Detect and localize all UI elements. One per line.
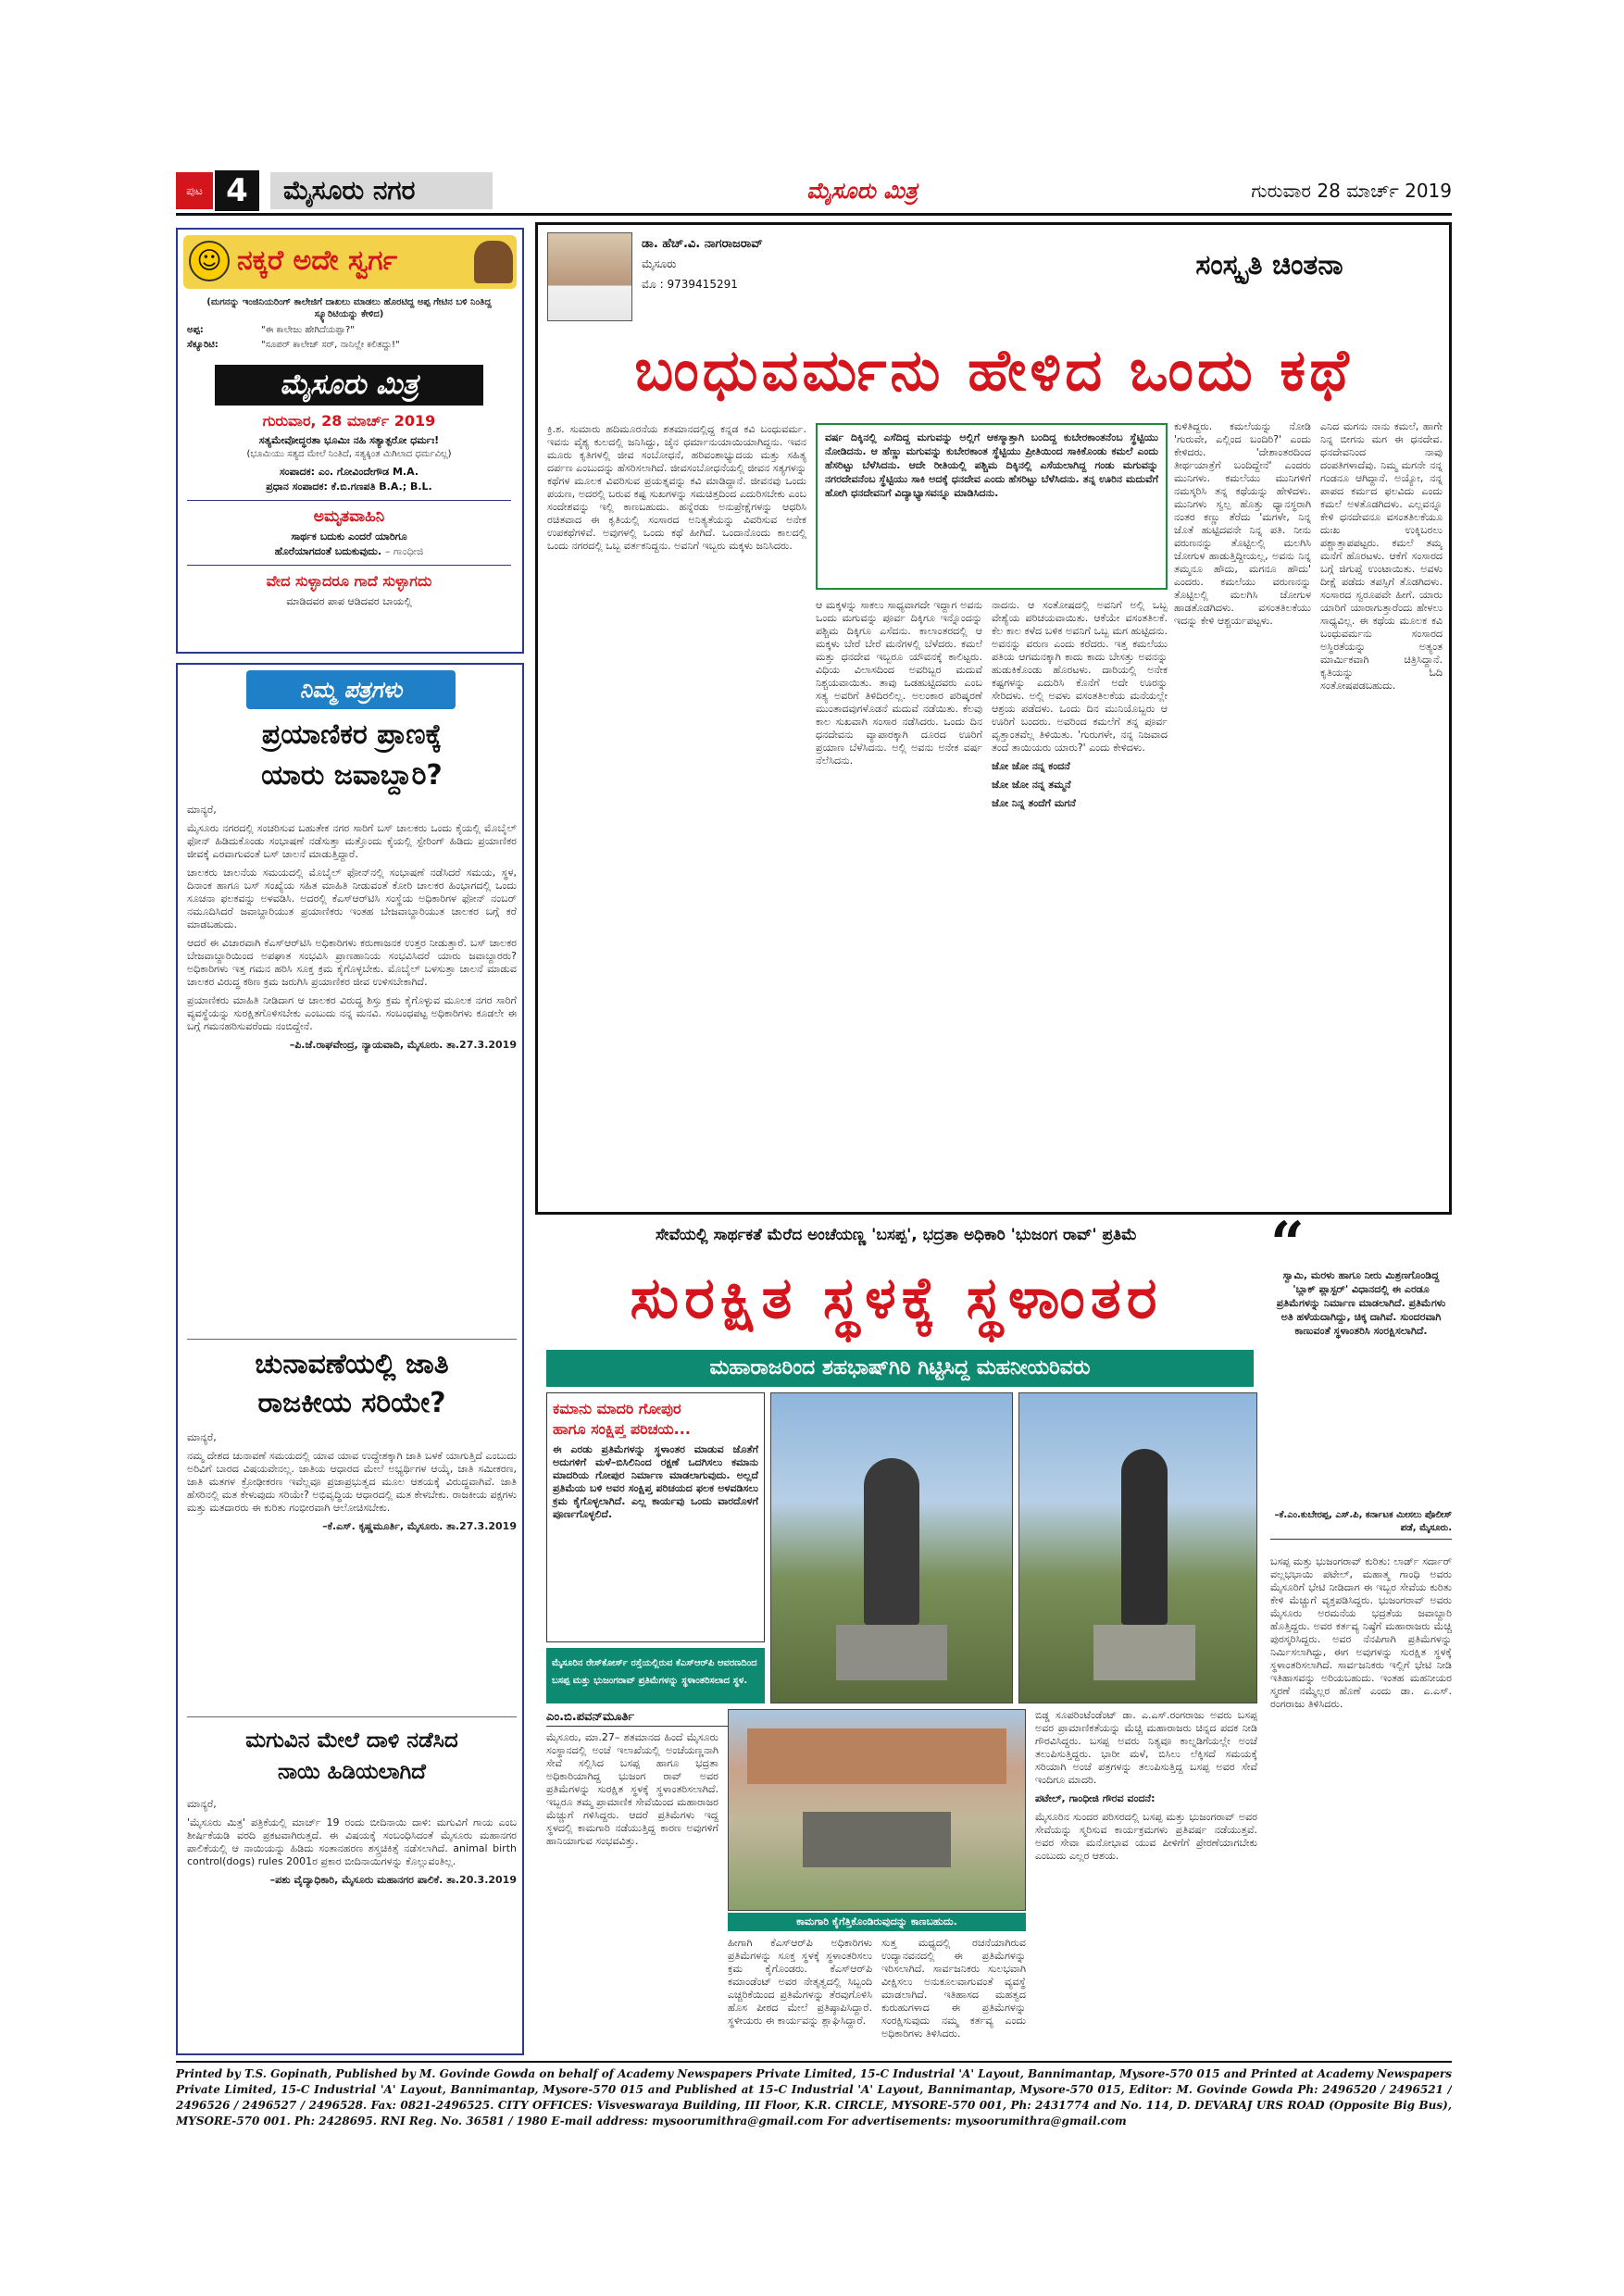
author-mobile: ಮೊ : 9739415291: [642, 278, 738, 291]
letter3-salute: ಮಾನ್ಯರೆ,: [187, 1798, 217, 1810]
verse-line1: ಜೋ ಜೋ ನನ್ನ ಕಂದನೆ: [992, 760, 1070, 772]
nakkare-question: [187, 324, 511, 337]
column-article: [535, 222, 1452, 1215]
letter1-title-a: ಪ್ರಯಾಣಿಕರ ಪ್ರಾಣಕ್ಕೆ: [261, 718, 443, 751]
letter2-para1: ನಮ್ಮ ದೇಶದ ಚುನಾವಣೆ ಸಮಯದಲ್ಲಿ ಯಾವ ಯಾವ ಉದ್ದೇಶಕ್ಕಾಗಿ ಜಾತಿ ಬಳಕೆ ಯಾಗುತ್ತಿದೆ ಎಂಬುದು ಅರಿವಿಗೆ ಬಾರದ ವಿಷಯವೇನಲ್ಲ. ಜಾತಿಯ ಆಧಾರದ ಮೇಲೆ ಅಭ್ಯರ್ಥಿಗಳ ಆಯ್ಕೆ, ಜಾತಿ ಸಮೀಕರಣ, ಜಾತಿ ಮತಗಳ ಕ್ರೋಢೀಕರಣ ಇವೆಲ್ಲವೂ ಪ್ರಜಾಪ್ರಭುತ್ವದ ಮೂಲ ಆಶಯಕ್ಕೆ ವಿರುದ್ಧವಾಗಿವೆ. ಜಾತಿ ಹೆಸರಿನಲ್ಲಿ ಮತ ಕೇಳುವುದು ಸರಿಯೇ? ಅಭಿವೃದ್ಧಿಯ ಆಧಾರದಲ್ಲಿ ಮತ ಕೇಳಬೇಕು. ರಾಜಕೀಯ ಪಕ್ಷಗಳು ಮತ್ತು ಮತದಾರರು ಈ ಕುರಿತು ಗಂಭೀರವಾಗಿ ಆಲೋಚಿಸಬೇಕು.: [187, 1450, 517, 1514]
verse-line3: ಜೋ ನಿನ್ನ ತಂದೆಗೆ ಮಗನೆ: [992, 797, 1076, 809]
divider: [187, 1716, 517, 1717]
mitra-logo-box: ಮೈಸೂರು ಮಿತ್ರ: [215, 365, 483, 406]
answer-speaker: ಸೆಕ್ಯೂರಿಟಿ:: [187, 340, 219, 350]
nakkare-banner: [183, 235, 517, 289]
news-subheading: ಪಟೇಲ್, ಗಾಂಧೀಜಿ ಗೌರವ ವಂದನೆ:: [1035, 1792, 1156, 1804]
paper-logo: ಮೈಸೂರು ಮಿತ್ರ: [806, 177, 918, 204]
statue-photo-basappa: [770, 1392, 1013, 1703]
author-name: ಡಾ. ಹೆಚ್.ವಿ. ನಾಗರಾಜರಾವ್: [642, 237, 763, 251]
letters-header-text: ನಿಮ್ಮ ಪತ್ರಗಳು: [299, 677, 403, 703]
nakkare-box: [176, 228, 524, 654]
letter1-signature: –ಪಿ.ಜೆ.ರಾಘವೇಂದ್ರ, ನ್ಯಾಯವಾದಿ, ಮೈಸೂರು. ತಾ.27.3.2019: [289, 1039, 517, 1051]
header-date: ಗುರುವಾರ 28 ಮಾರ್ಚ್ 2019: [1251, 180, 1452, 202]
letters-header: [246, 670, 456, 709]
answer-text: "ಸೂಪರ್ ಕಾಲೇಜ್ ಸರ್, ನಾನಿಲ್ಲೇ ಕಲಿತದ್ದು!": [261, 340, 400, 350]
letter3-title-a: ಮಗುವಿನ ಮೇಲೆ ದಾಳಿ ನಡೆಸಿದ: [245, 1728, 458, 1753]
column-para1: ಕ್ರಿ.ಶ. ಸುಮಾರು ಹದಿಮೂರನೆಯ ಶತಮಾನದಲ್ಲಿದ್ದ ಕನ್ನಡ ಕವಿ ಬಂಧುವರ್ಮ. ಇವನು ವೈಶ್ಯ ಕುಲದಲ್ಲಿ ಜನಿಸಿದ್ದು, ಜೈನ ಧರ್ಮಾನುಯಾಯಿಯಾಗಿದ್ದನು. ಇವನ ಮೂರು ಕೃತಿಗಳಲ್ಲಿ ಜೀವ ಸಂಬೋಧನೆ, ಹರಿವಂಶಾಭ್ಯುದಯ ಮತ್ತು ಸಹಿತ್ಯ ದರ್ಪಣ ಎಂಬುದನ್ನು ಹೆಸರಿಸಲಾಗಿದೆ. ಜೀವಸಂಬೋಧನೆಯಲ್ಲಿ ಜೀವನ ಸತ್ಯಗಳನ್ನು ಕಥೆಗಳ ಮೂಲಕ ವಿವರಿಸುವ ಪ್ರಯತ್ನವನ್ನು ಕವಿ ಮಾಡಿದ್ದಾನೆ. ಜೀವನವು ಒಂದು ಪಯಣ, ಅದರಲ್ಲಿ ಬರುವ ಕಷ್ಟ ಸುಖಗಳನ್ನು ಸಮಚಿತ್ತದಿಂದ ಎದುರಿಸಬೇಕು ಎಂಬ ಸಂದೇಶವನ್ನು ಇಲ್ಲಿ ಕಾಣಬಹುದು. ಹನ್ನೆರಡು ಅನುಪ್ರೇಕ್ಷೆಗಳನ್ನು ಆಧರಿಸಿ ರಚಿತವಾದ ಈ ಕೃತಿಯಲ್ಲಿ ಸಂಸಾರದ ಅನಿತ್ಯತೆಯನ್ನು ವಿವರಿಸುವ ಅನೇಕ ಉಪಕಥೆಗಳಿವೆ. ಅವುಗಳಲ್ಲಿ ಒಂದು ಕಥೆ ಹೀಗಿದೆ. ಒಂದಾನೊಂದು ಕಾಲದಲ್ಲಿ ಒಂದು ನಗರದಲ್ಲಿ ಒಬ್ಬ ವರ್ತಕನಿದ್ದನು. ಅವನಿಗೆ ಇಬ್ಬರು ಮಕ್ಕಳು ಜನಿಸಿದರು.: [547, 423, 806, 552]
statue-figure: [864, 1458, 919, 1625]
cartoon-icon: [474, 241, 513, 283]
amrutha-line2: [187, 544, 511, 558]
column-headline: ಬಂಧುವರ್ಮನು ಹೇಳಿದ ಒಂದು ಕಥೆ: [634, 336, 1353, 404]
news-col4: [1035, 1709, 1257, 2052]
letter1-para4: ಪ್ರಯಾಣಿಕರು ಮಾಹಿತಿ ನೀಡಿದಾಗ ಆ ಚಾಲಕರ ವಿರುದ್ಧ ಶಿಸ್ತು ಕ್ರಮ ಕೈಗೊಳ್ಳುವ ಮೂಲಕ ನಗರ ಸಾರಿಗೆ ವ್ಯವಸ್ಥೆಯನ್ನು ಸುರಕ್ಷಿತಗೊಳಿಸಬೇಕು ಎಂಬುದು ನನ್ನ ಮನವಿ. ಸಂಬಂಧಪಟ್ಟ ಅಧಿಕಾರಿಗಳು ಕೂಡಲೇ ಈ ಬಗ್ಗೆ ಗಮನಹರಿಸುವರೆಂದು ನಂಬಿದ್ದೇನೆ.: [187, 994, 517, 1032]
page-number: 4: [215, 170, 259, 211]
news-right-para: ಬಸಪ್ಪ ಮತ್ತು ಭುಜಂಗರಾವ್ ಕುರಿತು: ಲಾರ್ಡ್ ಸರ್ದಾರ್ ವಲ್ಲಭಭಾಯಿ ಪಟೇಲ್, ಮಹಾತ್ಮ ಗಾಂಧಿ ಅವರು ಮೈಸೂರಿಗೆ ಭೇಟಿ ನೀಡಿದಾಗ ಈ ಇಬ್ಬರ ಸೇವೆಯ ಕುರಿತು ಕೇಳಿ ಮೆಚ್ಚುಗೆ ವ್ಯಕ್ತಪಡಿಸಿದ್ದರು. ಭುಜಂಗರಾವ್ ಅವರು ಮೈಸೂರು ಅರಮನೆಯ ಭದ್ರತೆಯ ಜವಾಬ್ದಾರಿ ಹೊತ್ತಿದ್ದರು. ಅವರ ಕರ್ತವ್ಯ ನಿಷ್ಠೆಗೆ ಮಹಾರಾಜರು ಮೆಚ್ಚಿ ಪುರಸ್ಕರಿಸಿದ್ದರು. ಅವರ ನೆನಪಿಗಾಗಿ ಪ್ರತಿಮೆಗಳನ್ನು ನಿರ್ಮಿಸಲಾಗಿದ್ದು, ಈಗ ಅವುಗಳನ್ನು ಸುರಕ್ಷಿತ ಸ್ಥಳಕ್ಕೆ ಸ್ಥಳಾಂತರಿಸಲಾಗಿದೆ. ಸಾರ್ವಜನಿಕರು ಇಲ್ಲಿಗೆ ಭೇಟಿ ನೀಡಿ ಇತಿಹಾಸವನ್ನು ಅರಿಯಬಹುದು. ಇಂತಹ ಮಹನೀಯರ ಸ್ಮರಣೆ ನಮ್ಮೆಲ್ಲರ ಹೊಣೆ ಎಂದು ಡಾ. ಎ.ಎಸ್. ರಂಗರಾಜು ತಿಳಿಸಿದರು.: [1270, 1555, 1452, 1710]
column-col-5: [1320, 420, 1443, 1202]
news-para2: ಹೀಗಾಗಿ ಕೆಎಸ್ಆರ್‌ಪಿ ಅಧಿಕಾರಿಗಳು ಪ್ರತಿಮೆಗಳನ್ನು ಸೂಕ್ತ ಸ್ಥಳಕ್ಕೆ ಸ್ಥಳಾಂತರಿಸಲು ಕ್ರಮ ಕೈಗೊಂಡರು. ಕೆಎಸ್ಆರ್‌ಪಿ ಕಮಾಂಡೆಂಟ್ ಅವರ ನೇತೃತ್ವದಲ್ಲಿ ಸಿಬ್ಬಂದಿ ಎಚ್ಚರಿಕೆಯಿಂದ ಪ್ರತಿಮೆಗಳನ್ನು ತೆರವುಗೊಳಿಸಿ ಹೊಸ ಪೀಠದ ಮೇಲೆ ಪ್ರತಿಷ್ಠಾಪಿಸಿದ್ದಾರೆ. ಸ್ಥಳೀಯರು ಈ ಕಾರ್ಯವನ್ನು ಶ್ಲಾಘಿಸಿದ್ದಾರೆ.: [728, 1937, 872, 2027]
sidebar-sub2: ಹಾಗೂ ಸಂಕ್ಷಿಪ್ತ ಪರಿಚಯ...: [553, 1420, 691, 1438]
column-para3: ನಾದನು. ಆ ಸಂತೋಷದಲ್ಲಿ ಅವನಿಗೆ ಅಲ್ಲಿ ಒಬ್ಬ ವೇಶ್ಯೆಯ ಪರಿಚಯವಾಯಿತು. ಆಕೆಯೇ ವಸಂತತಿಲಕೆ. ಕೆಲ ಕಾಲ ಕಳೆದ ಬಳಿಕ ಅವನಿಗೆ ಒಬ್ಬ ಮಗ ಹುಟ್ಟಿದನು. ಅವನನ್ನು ವರುಣ ಎಂದು ಕರೆದರು. ಇತ್ತ ಕಮಲೆಯು ಪತಿಯ ಆಗಮನಕ್ಕಾಗಿ ಕಾದು ಕಾದು ಬೇಸತ್ತು ಅವನನ್ನು ಹುಡುಕಿಕೊಂಡು ಹೊರಟಳು. ದಾರಿಯಲ್ಲಿ ಅನೇಕ ಕಷ್ಟಗಳನ್ನು ಎದುರಿಸಿ ಕೊನೆಗೆ ಅದೇ ಊರನ್ನು ಸೇರಿದಳು. ಅಲ್ಲಿ ಅವಳು ವಸಂತತಿಲಕೆಯ ಮನೆಯಲ್ಲೇ ಆಶ್ರಯ ಪಡೆದಳು. ಒಂದು ದಿನ ಮುನಿಯೊಬ್ಬರು ಆ ಊರಿಗೆ ಬಂದರು. ಅವರಿಂದ ಕಮಲೆಗೆ ತನ್ನ ಪೂರ್ವ ವೃತ್ತಾಂತವೆಲ್ಲ ತಿಳಿಯಿತು. 'ಗುರುಗಳೇ, ನನ್ನ ನಿಜವಾದ ತಂದೆ ತಾಯಿಯರು ಯಾರು?' ಎಂದು ಕೇಳಿದಳು.: [992, 599, 1168, 754]
letter1-salute: ಮಾನ್ಯರೆ,: [187, 804, 217, 816]
letter2-body: [187, 1431, 517, 1709]
news-headline: ಸುರಕ್ಷಿತ ಸ್ಥಳಕ್ಕೆ ಸ್ಥಳಾಂತರ: [630, 1264, 1163, 1331]
news-strap: ಮಹಾರಾಜರಿಂದ ಶಹಭಾಷ್‌ಗಿರಿ ಗಿಟ್ಟಿಸಿದ್ದ ಮಹನೀಯರಿವರು: [546, 1350, 1254, 1387]
footer-rule: [176, 2061, 1452, 2063]
building-shape: [747, 1728, 1006, 1784]
news-para1: ಮೈಸೂರು, ಮಾ.27– ಶತಮಾನದ ಹಿಂದೆ ಮೈಸೂರು ಸಂಸ್ಥಾನದಲ್ಲಿ ಅಂಚೆ ಇಲಾಖೆಯಲ್ಲಿ ಅಂಚೆಯಣ್ಣನಾಗಿ ಸೇವೆ ಸಲ್ಲಿಸಿದ ಬಸಪ್ಪ ಹಾಗೂ ಭದ್ರತಾ ಅಧಿಕಾರಿಯಾಗಿದ್ದ ಭುಜಂಗ ರಾವ್ ಅವರ ಪ್ರತಿಮೆಗಳನ್ನು ಸುರಕ್ಷಿತ ಸ್ಥಳಕ್ಕೆ ಸ್ಥಳಾಂತರಿಸಲಾಗಿದೆ. ಇಬ್ಬರೂ ತಮ್ಮ ಪ್ರಾಮಾಣಿಕ ಸೇವೆಯಿಂದ ಮಹಾರಾಜರ ಮೆಚ್ಚುಗೆ ಗಳಿಸಿದ್ದರು. ಆದರೆ ಪ್ರತಿಮೆಗಳು ಇದ್ದ ಸ್ಥಳದಲ್ಲಿ ಕಾಮಗಾರಿ ನಡೆಯುತ್ತಿದ್ದ ಕಾರಣ ಅವುಗಳಿಗೆ ಹಾನಿಯಾಗುವ ಸಂಭವವಿತ್ತು.: [546, 1731, 718, 1847]
column-para5: ಎನಿದ ಮಗನು ನಾನು ಕಮಲೆ, ಹಾಗೇ ನಿನ್ನ ಬೀಗನು ಮಗ ಈ ಧನದೇವ. ಧನದೇವನಿಂದ ನಾವು ದಂಪತಿಗಳಾದೆವು. ನಿಮ್ಮ ಮಗನೇ ನನ್ನ ಗಂಡನೂ ಆಗಿದ್ದಾನೆ. ಅಯ್ಯೋ, ನನ್ನ ಪಾಪದ ಕರ್ಮದ ಫಲವಿದು ಎಂದು ಕಮಲೆ ಅಳತೊಡಗಿದಳು. ಎಲ್ಲವನ್ನೂ ಕೇಳಿ ಧನದೇವನೂ ವಸಂತತಿಲಕೆಯೂ ದುಃಖ ಉಕ್ಕಿಬರಲು ಪಶ್ಚಾತ್ತಾಪಪಟ್ಟರು. ಕಮಲೆ ತಮ್ಮ ಮನೆಗೆ ಹೊರಟಳು. ಆಕೆಗೆ ಸಂಸಾರದ ಬಗ್ಗೆ ಜಿಗುಪ್ಸೆ ಉಂಟಾಯಿತು. ಅವಳು ದೀಕ್ಷೆ ಪಡೆದು ತಪಸ್ಸಿಗೆ ತೊಡಗಿದಳು. ಸಂಸಾರದ ಸ್ವರೂಪವೇ ಹೀಗೆ. ಯಾರು ಯಾರಿಗೆ ಯಾರಾಗುತ್ತಾರೆಂದು ಹೇಳಲು ಸಾಧ್ಯವಿಲ್ಲ. ಈ ಕಥೆಯ ಮೂಲಕ ಕವಿ ಬಂಧುವರ್ಮನು ಸಂಸಾರದ ಅಸ್ಥಿರತೆಯನ್ನು ಅತ್ಯಂತ ಮಾರ್ಮಿಕವಾಗಿ ಚಿತ್ರಿಸಿದ್ದಾನೆ. ಕೃತಿಯನ್ನು ಓದಿ ಸಂತೋಷಪಡಬಹುದು.: [1320, 420, 1443, 692]
news-para4: ಬಿಡ್ಡ ಸೂಪರಿಂಟೆಂಡೆಂಟ್ ಡಾ. ಎ.ಎಸ್.ರಂಗರಾಜು ಅವರು ಬಸಪ್ಪ ಅವರ ಪ್ರಾಮಾಣಿಕತೆಯನ್ನು ಮೆಚ್ಚಿ ಮಹಾರಾಜರು ಚಿನ್ನದ ಪದಕ ನೀಡಿ ಗೌರವಿಸಿದ್ದರು. ಬಸಪ್ಪ ಅವರು ನಿತ್ಯವೂ ಕಾಲ್ನಡಿಗೆಯಲ್ಲೇ ಅಂಚೆ ತಲುಪಿಸುತ್ತಿದ್ದರು. ಭಾರೀ ಮಳೆ, ಬಿಸಿಲು ಲೆಕ್ಕಿಸದೆ ಸಮಯಕ್ಕೆ ಸರಿಯಾಗಿ ಅಂಚೆ ಪತ್ರಗಳನ್ನು ತಲುಪಿಸುತ್ತಿದ್ದ ಬಸಪ್ಪ ಅವರ ಸೇವೆ ಇಂದಿಗೂ ಮಾದರಿ.: [1035, 1709, 1257, 1786]
imprint-footer: Printed by T.S. Gopinath, Published by M. Govinde Gowda on behalf of Academy Newspapers Private Limited, 15-C Industrial 'A' Layout, Bannimantap, Mysore-570 015 and Printed at Academy Newspapers Private Limited, 15-C Industrial 'A' Layout, Bannimantap, Mysore-570 015 and Published at 15-C Industrial 'A' Layout, Bannimantap, Mysore-570 015, Editor: M. Govinde Gowda Ph: 2496520 / 2496521 / 2496526 / 2496527 / 2496528. Fax: 0821-2496525. CITY OFFICES: Visveswaraya Building, III Floor, K.R. CIRCLE, MYSORE-570 001, Ph: 2431774 and No. 114, D. DEVARAJ URS ROAD (Opposite Big Bus), MYSORE-570 001. Ph: 2428695. RNI Reg. No. 36581 / 1980 E-mail address: mysoorumithra@gmail.com For advertisements: mysoorumithra@gmail.com: [176, 2067, 1452, 2128]
letter3-body: [187, 1798, 517, 2050]
letter2-title-b: ರಾಜಕೀಯ ಸರಿಯೇ?: [257, 1387, 446, 1419]
nakkare-date: ಗುರುವಾರ, 28 ಮಾರ್ಚ್ 2019: [262, 412, 436, 430]
photo-caption-text: ಮೈಸೂರಿನ ರೇಸ್‌ಕೋರ್ಸ್ ರಸ್ತೆಯಲ್ಲಿರುವ ಕೆಎಸ್ಆರ್‌ಪಿ ಆವರಣದಿಂದ ಬಸಪ್ಪ ಮತ್ತು ಭುಜಂಗರಾವ್ ಪ್ರತಿಮೆಗಳನ್ನು ಸ್ಥಳಾಂತರಿಸಲಾದ ಸ್ಥಳ.: [552, 1658, 757, 1686]
divider: [187, 500, 511, 501]
author-photo: [547, 232, 632, 321]
amrutha-line2-text: ಹೊರೆಯಾಗದಂತೆ ಬದುಕುವುದು.: [274, 545, 382, 557]
amrutha-source: – ಗಾಂಧೀಜಿ: [384, 545, 424, 557]
statue-photo-bhujanga: [1018, 1392, 1257, 1703]
page-label: ಪುಟ: [186, 184, 203, 197]
quote-box: [1270, 1268, 1452, 1504]
amrutha-line1: ಸಾರ್ಥಕ ಬದುಕು ಎಂದರೆ ಯಾರಿಗೂ: [291, 530, 407, 543]
nakkare-title: ನಕ್ಕರೆ ಅದೇ ಸ್ವರ್ಗ: [237, 244, 398, 277]
nakkare-answer: [187, 339, 511, 352]
quote-text: ಸ್ವಾಮಿ, ಮರಳು ಹಾಗೂ ನೀರು ಮಿಶ್ರಣಗೊಂಡಿದ್ದ 'ಬ್ಲಾಕ್ ಪ್ಲಾಸ್ಟರ್' ವಿಧಾನದಲ್ಲಿ ಈ ಎರಡೂ ಪ್ರತಿಮೆಗಳನ್ನು ನಿರ್ಮಾಣ ಮಾಡಲಾಗಿದೆ. ಪ್ರತಿಮೆಗಳು ಅತಿ ಹಳೆಯದಾಗಿದ್ದು, ಚಿಕ್ಕ ದಾಗಿವೆ. ಸುಂದರವಾಗಿ ಕಾಣುವಂತೆ ಸ್ಥಳಾಂತರಿಸಿ ಸಂರಕ್ಷಿಸಲಾಗಿದೆ.: [1276, 1269, 1446, 1337]
page-label-box: [176, 172, 213, 209]
work-photo: [728, 1709, 1026, 1911]
letter2-signature: –ಕೆ.ಎಸ್. ಕೃಷ್ಣಮೂರ್ತಿ, ಮೈಸೂರು. ತಾ.27.3.2019: [322, 1520, 517, 1532]
series-title: ಸಂಸ್ಕೃತಿ ಚಿಂತನಾ: [1195, 249, 1343, 281]
nakkare-intro: (ಮಗನನ್ನು ಇಂಜಿನಿಯರಿಂಗ್ ಕಾಲೇಜಿಗೆ ದಾಖಲು ಮಾಡಲು ಹೊರಟಿದ್ದ ಅಪ್ಪ ಗೇಟಿನ ಬಳಿ ನಿಂತಿದ್ದ ಸ್ಕ್ಯೂರಿಟಿಯನ್ನು ಕೇಳಿದ): [206, 297, 492, 319]
news-col1: [546, 1731, 718, 2052]
news-byline: ಎಂ.ಬಿ.ಪವನ್‌ಮೂರ್ತಿ: [546, 1709, 731, 1727]
news-kicker: ಸೇವೆಯಲ್ಲಿ ಸಾರ್ಥಕತೆ ಮೆರೆದ ಅಂಚೆಯಣ್ಣ 'ಬಸಪ್ಪ', ಭದ್ರತಾ ಅಧಿಕಾರಿ 'ಭುಜಂಗ ರಾವ್' ಪ್ರತಿಮೆ: [655, 1226, 1138, 1244]
question-speaker: ಅಪ್ಪ:: [187, 325, 204, 335]
header-rule: [176, 213, 1452, 216]
news-col2: [728, 1937, 872, 2052]
letter1-para1: ಮೈಸೂರು ನಗರದಲ್ಲಿ ಸಂಚರಿಸುವ ಬಹುತೇಕ ನಗರ ಸಾರಿಗೆ ಬಸ್ ಚಾಲಕರು ಒಂದು ಕೈಯಲ್ಲಿ ಮೊಬೈಲ್ ಫೋನ್ ಹಿಡಿದುಕೊಂಡು ಸಂಭಾಷಣೆ ನಡೆಸುತ್ತಾ ಮತ್ತೊಂದು ಕೈಯಲ್ಲಿ ಸ್ಟೇರಿಂಗ್ ಹಿಡಿದು ಪ್ರಯಾಣಿಕರ ಜೀವಕ್ಕೆ ಎರವಾಗುವಂತೆ ಬಸ್ ಚಾಲನೆ ಮಾಡುತ್ತಿದ್ದಾರೆ.: [187, 822, 517, 860]
column-col2: [816, 599, 982, 1206]
letter2-salute: ಮಾನ್ಯರೆ,: [187, 1431, 217, 1443]
letter3-para1: 'ಮೈಸೂರು ಮಿತ್ರ' ಪತ್ರಿಕೆಯಲ್ಲಿ ಮಾರ್ಚ್ 19 ರಂದು ಬೀದಿನಾಯಿ ದಾಳಿ: ಮಗುವಿಗೆ ಗಾಯ ಎಂಬ ಶೀರ್ಷಿಕೆಯಡಿ ವರದಿ ಪ್ರಕಟವಾಗಿರುತ್ತದೆ. ಈ ವಿಷಯಕ್ಕೆ ಸಂಬಂಧಿಸಿದಂತೆ ಮೈಸೂರು ಮಹಾನಗರ ಪಾಲಿಕೆಯಲ್ಲಿ ಆ ನಾಯಿಯನ್ನು ಹಿಡಿದು ಸಂತಾನಹರಣ ಶಸ್ತ್ರಚಿಕಿತ್ಸೆ ನಡೆಸಲಾಗಿದೆ. animal birth control(dogs) rules 2001ರ ಪ್ರಕಾರ ಬೀದಿನಾಯಿಗಳನ್ನು ಕೊಲ್ಲುವಂತಿಲ್ಲ.: [187, 1816, 517, 1867]
question-text: "ಈ ಕಾಲೇಜು ಹೇಗಿದೆಯಪ್ಪಾ?": [261, 325, 355, 335]
sidebar-box: [546, 1392, 765, 1642]
pullquote-text: ವರ್ಷ ದಿಕ್ಕಿನಲ್ಲಿ ಎಸೆದಿದ್ದ ಮಗುವನ್ನು ಅಲ್ಲಿಗೆ ಆಕಸ್ಮಾತ್ತಾಗಿ ಬಂದಿದ್ದ ಕುಬೇರಕಾಂತನೆಂಬ ಸ್ಥೆಟ್ಟಿಯು ನೋಡಿದನು. ಆ ಹೆಣ್ಣು ಮಗುವನ್ನು ಕುಬೇರಕಾಂತ ಸ್ಥೆಟ್ಟಿಯು ಪ್ರೀತಿಯಿಂದ ಸಾಕಿಕೊಂಡು ಕಮಲೆ ಎಂದು ಹೆಸರಿಟ್ಟು ಬೆಳೆಸಿದನು. ಆದೇ ರೀತಿಯಲ್ಲಿ ಪಶ್ಚಿಮ ದಿಕ್ಕಿನಲ್ಲಿ ಎಸೆಯಲಾಗಿದ್ದ ಗಂಡು ಮಗುವನ್ನು ನಗರದೇವನೆಂಬ ಸ್ಥೆಟ್ಟಿಯು ಸಾಕಿ ಅದಕ್ಕೆ ಧನದೇವ ಎಂದು ಹೆಸರಿಟ್ಟು ಬೆಳೆಸಿದನು. ತನ್ನ ಊರಿನ ಮದುವೆಗೆ ಹೋಗಿ ಧನದೇವನಿಗೆ ವಿದ್ಯಾಭ್ಯಾಸವನ್ನೂ ಮಾಡಿಸಿದನು.: [825, 431, 1158, 499]
statue-figure: [1121, 1449, 1168, 1625]
amrutha-title: ಅಮೃತವಾಹಿನಿ: [313, 507, 385, 526]
letter1-body: [187, 804, 517, 1331]
news-right-col: [1270, 1555, 1452, 2052]
divider: [187, 565, 511, 566]
divider: [187, 1339, 517, 1340]
gaade-text: ಮಾಡಿದವರ ಪಾಪ ಆಡಿದವರ ಬಾಯಲ್ಲಿ: [286, 595, 412, 607]
photo-caption-1: [546, 1648, 765, 1703]
motto-sanskrit: ಸತ್ಯಮೇವೋದ್ಧರತಾ ಭೂಮಿಃ ನಹಿ ಸತ್ಯಾತ್ಪರೋ ಧರ್ಮಃ!: [258, 434, 440, 446]
pit-shape: [803, 1812, 951, 1867]
letter3-signature: –ಪಶು ವೈದ್ಯಾಧಿಕಾರಿ, ಮೈಸೂರು ಮಹಾನಗರ ಪಾಲಿಕೆ. ತಾ.20.3.2019: [269, 1874, 517, 1886]
letters-box: [176, 663, 524, 2055]
news-col3: [881, 1937, 1026, 2052]
quote-mark-icon: “: [1270, 1209, 1305, 1279]
letter1-para3: ಆದರೆ ಈ ವಿಚಾರವಾಗಿ ಕೆಎಸ್ಆರ್‌ಟಿಸಿ ಅಧಿಕಾರಿಗಳು ಕರುಣಾಜನಕ ಉತ್ತರ ನೀಡುತ್ತಾರೆ. ಬಸ್ ಚಾಲಕರ ಬೇಜವಾಬ್ದಾರಿಯಿಂದ ಅಪಘಾತ ಸಂಭವಿಸಿ ಪ್ರಾಣಹಾನಿಯ ಸಂಭವಿಸಿದರೆ ಯಾರು ಜವಾಬ್ದಾರರು? ಅಧಿಕಾರಿಗಳು ಇತ್ತ ಗಮನ ಹರಿಸಿ ಸೂಕ್ತ ಕ್ರಮ ಕೈಗೊಳ್ಳಬೇಕು. ಮೊಬೈಲ್ ಬಳಸುತ್ತಾ ಚಾಲನೆ ಮಾಡುವ ಚಾಲಕರ ವಿರುದ್ಧ ಕಠಿಣ ಕ್ರಮ ಜರುಗಿಸಿ ಪ್ರಯಾಣಿಕರ ಜೀವ ಉಳಿಸಬೇಕಾಗಿದೆ.: [187, 937, 517, 988]
letter1-para2: ಚಾಲಕರು ಚಾಲನೆಯ ಸಮಯದಲ್ಲಿ ಮೊಬೈಲ್ ಫೋನ್‌ನಲ್ಲಿ ಸಂಭಾಷಣೆ ನಡೆಸಿದರೆ ಸಮಯ, ಸ್ಥಳ, ದಿನಾಂಕ ಹಾಗೂ ಬಸ್ ಸಂಖ್ಯೆಯ ಸಹಿತ ಮಾಹಿತಿ ನೀಡುವಂತೆ ಕೋರಿ ಚಾಲಕರ ಹಿಂಭಾಗದಲ್ಲಿ ಒಂದು ಸೂಚನಾ ಫಲಕವನ್ನು ಅಳವಡಿಸಿ. ಅದರಲ್ಲಿ ಕೆಎಸ್ಆರ್‌ಟಿಸಿ ಸಂಸ್ಥೆಯ ಅಧಿಕಾರಿಗಳ ಫೋನ್ ನಂಬರ್ ನಮೂದಿಸಿದರೆ ಜವಾಬ್ದಾರಿಯುತ ಪ್ರಯಾಣಿಕರು ಇಂತಹ ಬೇಜವಾಬ್ದಾರಿಯುತ ಚಾಲಕರ ಬಗ್ಗೆ ಕರೆ ಮಾಡಬಹುದು.: [187, 867, 517, 930]
news-para3: ಸುತ್ತ ಮಧ್ಯದಲ್ಲಿ ರಚನೆಯಾಗಿರುವ ಉದ್ಯಾನವನದಲ್ಲಿ ಈ ಪ್ರತಿಮೆಗಳನ್ನು ಇರಿಸಲಾಗಿದೆ. ಸಾರ್ವಜನಿಕರು ಸುಲಭವಾಗಿ ವೀಕ್ಷಿಸಲು ಅನುಕೂಲವಾಗುವಂತೆ ವ್ಯವಸ್ಥೆ ಮಾಡಲಾಗಿದೆ. ಇತಿಹಾಸದ ಮಹತ್ವದ ಕುರುಹುಗಳಾದ ಈ ಪ್ರತಿಮೆಗಳನ್ನು ಸಂರಕ್ಷಿಸುವುದು ನಮ್ಮ ಕರ್ತವ್ಯ ಎಂದು ಅಧಿಕಾರಿಗಳು ತಿಳಿಸಿದರು.: [881, 1937, 1026, 2040]
photo-caption-2: ಕಾಮಗಾರಿ ಕೈಗೆತ್ತಿಕೊಂಡಿರುವುದನ್ನು ಕಾಣಬಹುದು.: [728, 1913, 1026, 1931]
motto-kannada: (ಭೂಮಿಯು ಸತ್ಯದ ಮೇಲೆ ನಿಂತಿದೆ, ಸತ್ಯಕ್ಕಿಂತ ಮಿಗಿಲಾದ ಧರ್ಮವಿಲ್ಲ): [246, 449, 452, 459]
column-col3: [992, 599, 1168, 1206]
laughing-face-icon: ☺: [189, 241, 230, 281]
pullquote-box: [816, 423, 1168, 590]
column-para2: ಆ ಮಕ್ಕಳನ್ನು ಸಾಕಲು ಸಾಧ್ಯವಾಗದೇ ಇದ್ದಾಗ ಅವನು ಒಂದು ಮಗುವನ್ನು ಪೂರ್ವ ದಿಕ್ಕಿಗೂ ಇನ್ನೊಂದನ್ನು ಪಶ್ಚಿಮ ದಿಕ್ಕಿಗೂ ಎಸೆದನು. ಕಾಲಾಂತರದಲ್ಲಿ ಆ ಮಕ್ಕಳು ಬೇರೆ ಬೇರೆ ಮನೆಗಳಲ್ಲಿ ಬೆಳೆದರು. ಕಮಲೆ ಮತ್ತು ಧನದೇವ ಇಬ್ಬರೂ ಯೌವನಕ್ಕೆ ಕಾಲಿಟ್ಟರು. ವಿಧಿಯ ವಿಲಾಸದಿಂದ ಅವರಿಬ್ಬರ ಮದುವೆ ನಿಶ್ಚಯವಾಯಿತು. ತಾವು ಒಡಹುಟ್ಟಿದವರು ಎಂಬ ಸತ್ಯ ಅವರಿಗೆ ತಿಳಿದಿರಲಿಲ್ಲ. ಅಲಂಕಾರ ಪರಿಷ್ಕರಣೆ ಮುಂತಾದವುಗಳೊಡನೆ ಮದುವೆ ನಡೆಯಿತು. ಕೆಲವು ಕಾಲ ಸುಖವಾಗಿ ಸಂಸಾರ ನಡೆಸಿದರು. ಒಂದು ದಿನ ಧನದೇವನು ವ್ಯಾಪಾರಕ್ಕಾಗಿ ದೂರದ ಊರಿಗೆ ಪ್ರಯಾಣ ಬೆಳೆಸಿದನು. ಅಲ್ಲಿ ಅವನು ಅನೇಕ ವರ್ಷ ನೆಲೆಸಿದನು.: [816, 599, 982, 767]
quote-signature: –ಕೆ.ಎಂ.ಕುಬೇರಪ್ಪ, ಎಸ್.ಪಿ, ಕರ್ನಾಟಕ ಮೀಸಲು ಪೊಲೀಸ್ ಪಡೆ, ಮೈಸೂರು.: [1270, 1509, 1452, 1540]
column-para4: ಕುಳಿತಿದ್ದರು. ಕಮಲೆಯನ್ನು ನೋಡಿ 'ಗುರುವೇ, ಎಲ್ಲಿಂದ ಬಂದಿರಿ?' ಎಂದು ಕೇಳಿದರು. 'ದೇಶಾಂತರದಿಂದ ತೀರ್ಥಯಾತ್ರೆಗೆ ಬಂದಿದ್ದೇನೆ' ಎಂದರು ಮುನಿಗಳು. ಕಮಲೆಯು ಮುನಿಗಳಿಗೆ ನಮಸ್ಕರಿಸಿ ತನ್ನ ಕಥೆಯನ್ನು ಹೇಳಿದಳು. ಮುನಿಗಳು ಸ್ವಲ್ಪ ಹೊತ್ತು ಧ್ಯಾನಸ್ಥರಾಗಿ ನಂತರ ಕಣ್ಣು ತೆರೆದು 'ಮಗಳೇ, ನಿನ್ನ ಜೊತೆ ಹುಟ್ಟಿದವನೇ ನಿನ್ನ ಪತಿ. ನೀನು ವರುಣನನ್ನು ತೊಟ್ಟಿಲಲ್ಲಿ ಮಲಗಿಸಿ ಜೋಗುಳ ಹಾಡುತ್ತಿದ್ದೀಯಲ್ಲ, ಅವನು ನಿನ್ನ ತಮ್ಮನೂ ಹೌದು, ಮಗನೂ ಹೌದು' ಎಂದರು. ಕಮಲೆಯು ವರುಣನನ್ನು ತೊಟ್ಟಿಲಲ್ಲಿ ಮಲಗಿಸಿ ಜೋಗುಳ ಹಾಡತೊಡಗಿದಳು. ವಸಂತತಿಲಕೆಯು ಇದನ್ನು ಕೇಳಿ ಆಶ್ಚರ್ಯಪಟ್ಟಳು.: [1174, 420, 1311, 627]
editor-line: ಸಂಪಾದಕ: ಎಂ. ಗೋವಿಂದೇಗೌಡ M.A.: [279, 466, 419, 478]
verse-line2: ಜೋ ಜೋ ನನ್ನ ತಮ್ಮನೆ: [992, 779, 1071, 791]
column-col-4: [1174, 420, 1311, 1202]
sidebar-text: ಈ ಎರಡು ಪ್ರತಿಮೆಗಳನ್ನು ಸ್ಥಳಾಂತರ ಮಾಡುವ ಜೊತೆಗೆ ಅದುಗಳಿಗೆ ಮಳೆ–ಬಿಸಿಲಿನಿಂದ ರಕ್ಷಣೆ ಒದಗಿಸಲು ಕಮಾನು ಮಾದರಿಯ ಗೋಪುರ ನಿರ್ಮಾಣ ಮಾಡಲಾಗುವುದು. ಅಲ್ಲದೆ ಪ್ರತಿಮೆಯ ಬಳಿ ಅವರ ಸಂಕ್ಷಿಪ್ತ ಪರಿಚಯದ ಫಲಕ ಅಳವಡಿಸಲು ಕ್ರಮ ಕೈಗೊಳ್ಳಲಾಗಿದೆ. ಎಲ್ಲ ಕಾರ್ಯವು ಒಂದು ವಾರದೊಳಗೆ ಪೂರ್ಣಗೊಳ್ಳಲಿದೆ.: [553, 1443, 758, 1520]
statue-pedestal: [836, 1625, 947, 1680]
letter3-title-b: ನಾಯಿ ಹಿಡಿಯಲಾಗಿದೆ: [278, 1760, 426, 1784]
gaade-title: ವೇದ ಸುಳ್ಳಾದರೂ ಗಾದೆ ಸುಳ್ಳಾಗದು: [266, 572, 432, 590]
sidebar-sub1: ಕಮಾನು ಮಾದರಿ ಗೋಪುರ: [553, 1400, 681, 1417]
letter2-title-a: ಚುನಾವಣೆಯಲ್ಲಿ ಜಾತಿ: [255, 1348, 449, 1380]
author-city: ಮೈಸೂರು: [642, 257, 677, 270]
section-name: ಮೈಸೂರು ನಗರ: [270, 172, 493, 209]
letter1-title-b: ಯಾರು ಜವಾಬ್ದಾರಿ?: [261, 759, 443, 792]
column-col1: [547, 423, 806, 1206]
statue-pedestal: [1093, 1625, 1195, 1680]
chief-editor-line: ಪ್ರಧಾನ ಸಂಪಾದಕ: ಕೆ.ಬಿ.ಗಣಪತಿ B.A.; B.L.: [266, 480, 432, 493]
news-para5: ಮೈಸೂರಿನ ಸುಂದರ ಪರಿಸರದಲ್ಲಿ ಬಸಪ್ಪ ಮತ್ತು ಭುಜಂಗರಾವ್ ಅವರ ಸೇವೆಯನ್ನು ಸ್ಮರಿಸುವ ಕಾರ್ಯಕ್ರಮಗಳು ಪ್ರತಿವರ್ಷ ನಡೆಯುತ್ತವೆ. ಅವರ ಸೇವಾ ಮನೋಭಾವ ಯುವ ಪೀಳಿಗೆಗೆ ಪ್ರೇರಣೆಯಾಗಬೇಕು ಎಂಬುದು ಎಲ್ಲರ ಆಶಯ.: [1035, 1811, 1257, 1862]
